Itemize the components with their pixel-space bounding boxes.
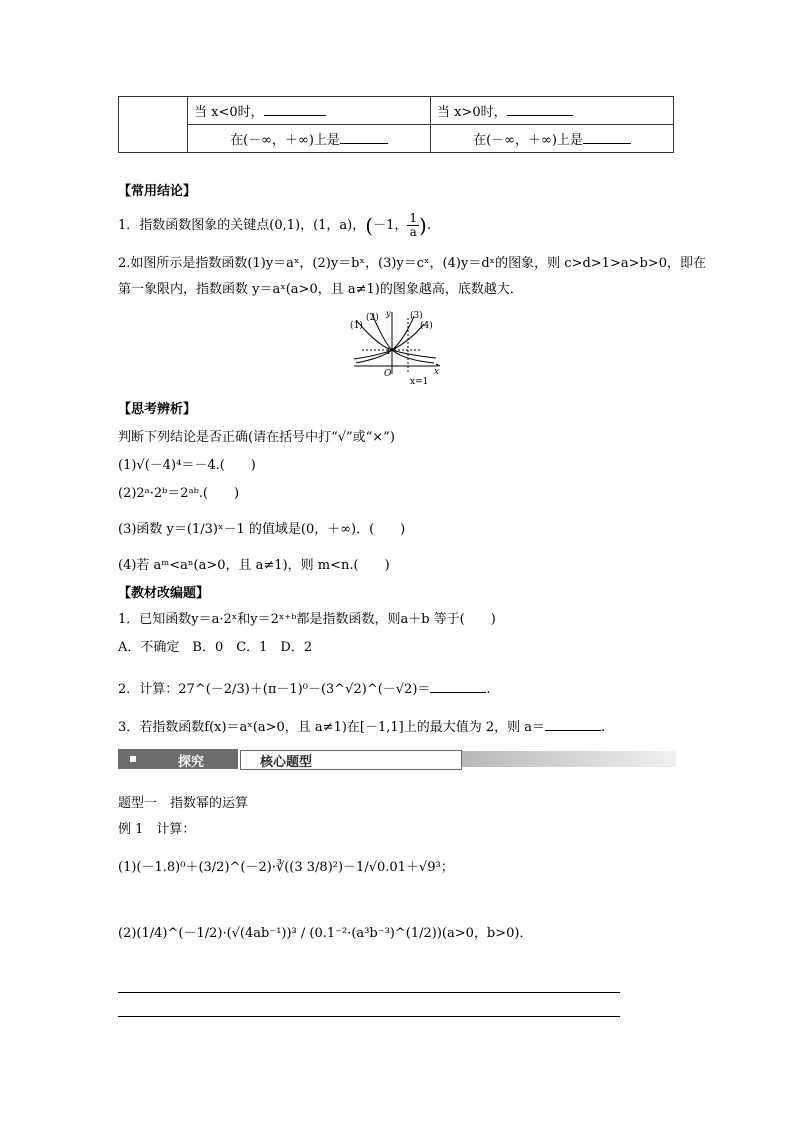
- point-text: －1，: [373, 218, 408, 234]
- thinking-q2: (2)2ᵃ·2ᵇ＝2ᵃᵇ.( ): [118, 486, 240, 501]
- fraction-1-over-a: [407, 212, 419, 239]
- textbook-q1: 1．已知函数y＝a·2ˣ和y＝2ˣ⁺ᵇ都是指数函数，则a＋b 等于( ): [118, 612, 496, 627]
- answer-blank[interactable]: [507, 103, 573, 116]
- textbook-q3: 3．若指数函数f(x)＝aˣ(a>0，且 a≠1)在[－1,1]上的最大值为 2，则 a＝ .: [118, 720, 606, 735]
- answer-blank[interactable]: [264, 103, 326, 116]
- cell-text: 当 x<0时，: [194, 105, 264, 120]
- q2-expression: 27^(－2/3)＋(π－1)⁰－(3^√2)^(－√2)＝: [178, 682, 431, 697]
- table-cell-monotonic-right: [431, 125, 674, 153]
- banner-right-label: 核心题型: [260, 755, 313, 770]
- x-equals-1-label: x=1: [410, 377, 429, 387]
- table-cell-x-negative: [188, 97, 431, 125]
- x-axis-label: x: [434, 367, 440, 377]
- common-item-2-line2: 第一象限内，指数函数 y＝aˣ(a>0，且 a≠1)的图象越高，底数越大．: [118, 282, 523, 297]
- example-2-expression: (2)(1/4)^(－1/2)·(√(4ab⁻¹))³ / (0.1⁻²·(a³b⁻³)^(1/2))(a>0，b>0)．: [118, 926, 533, 941]
- section-title: 题型一 指数幂的运算: [118, 796, 249, 811]
- thinking-q1: (1)√(－4)⁴＝－4.( ): [118, 458, 256, 473]
- properties-table: [118, 96, 674, 153]
- answer-line-2[interactable]: [118, 1016, 620, 1017]
- thinking-intro: 判断下列结论是否正确(请在括号中打“√”或“×”): [118, 430, 395, 445]
- answer-blank[interactable]: [340, 131, 388, 144]
- example-1-expression: (1)(－1.8)⁰＋(3/2)^(－2)·∛((3 3/8)²)－1/√0.01＋√9³；: [118, 860, 454, 875]
- table-cell-x-positive: [431, 97, 674, 125]
- banner-left-label: 探究: [178, 755, 205, 770]
- label-1: (1): [350, 321, 363, 331]
- label-3: (3): [410, 311, 423, 321]
- textbook-heading: 【教材改编题】: [118, 586, 210, 601]
- cell-text: 在(－∞，＋∞)上是: [473, 133, 583, 148]
- label-4: (4): [420, 321, 433, 331]
- cell-text: 在(－∞，＋∞)上是: [230, 133, 340, 148]
- table-empty-cell: [119, 97, 188, 153]
- cell-text: 当 x>0时，: [437, 105, 507, 120]
- common-item-2-line1: 2.如图所示是指数函数(1)y＝aˣ，(2)y＝bˣ，(3)y＝cˣ，(4)y＝dˣ的图象，则 c>d>1>a>b>0，即在: [118, 256, 706, 271]
- q3-text: 3．若指数函数f(x)＝aˣ(a>0，且 a≠1)在[－1,1]上的最大值为 2，则 a＝: [118, 720, 546, 735]
- item-text: 1．指数函数图象的关键点(0,1)，(1，a)，: [118, 218, 366, 234]
- paren-open: (: [365, 213, 374, 238]
- common-heading: 【常用结论】: [118, 184, 197, 199]
- banner-gradient: [462, 751, 676, 767]
- section-banner: [118, 749, 676, 769]
- fraction-numerator: 1: [409, 211, 417, 225]
- example-label: 例 1 计算：: [118, 822, 196, 837]
- textbook-q2: 2．计算：27^(－2/3)＋(π－1)⁰－(3^√2)^(－√2)＝ .: [118, 682, 491, 697]
- paren-close: ): [419, 213, 427, 238]
- answer-blank[interactable]: [545, 718, 601, 731]
- thinking-q3: (3)函数 y＝(1/3)ˣ－1 的值域是(0，＋∞)．( ): [118, 522, 406, 537]
- textbook-q1-options: A．不确定 B．0 C．1 D．2: [118, 640, 313, 655]
- y-axis-label: y: [386, 309, 391, 318]
- banner-bullet-icon: [130, 756, 136, 762]
- label-2: (2): [366, 313, 379, 323]
- q2-prefix: 2．计算：: [118, 682, 179, 697]
- origin-label: O: [384, 369, 392, 379]
- one-label: 1: [386, 347, 392, 356]
- thinking-heading: 【思考辨析】: [118, 402, 197, 417]
- fraction-denominator: a: [409, 225, 417, 240]
- exponential-graphs-figure: [348, 308, 444, 388]
- answer-blank[interactable]: [430, 680, 486, 693]
- answer-line-1[interactable]: [118, 992, 620, 993]
- table-cell-monotonic-left: [188, 125, 431, 153]
- answer-blank[interactable]: [583, 131, 631, 144]
- common-item-1: 1．指数函数图象的关键点(0,1)，(1，a)，(－1， $\frac{1}{a}$ ).: [118, 211, 431, 240]
- thinking-q4: (4)若 aᵐ<aⁿ(a>0，且 a≠1)，则 m<n.( ): [118, 558, 390, 573]
